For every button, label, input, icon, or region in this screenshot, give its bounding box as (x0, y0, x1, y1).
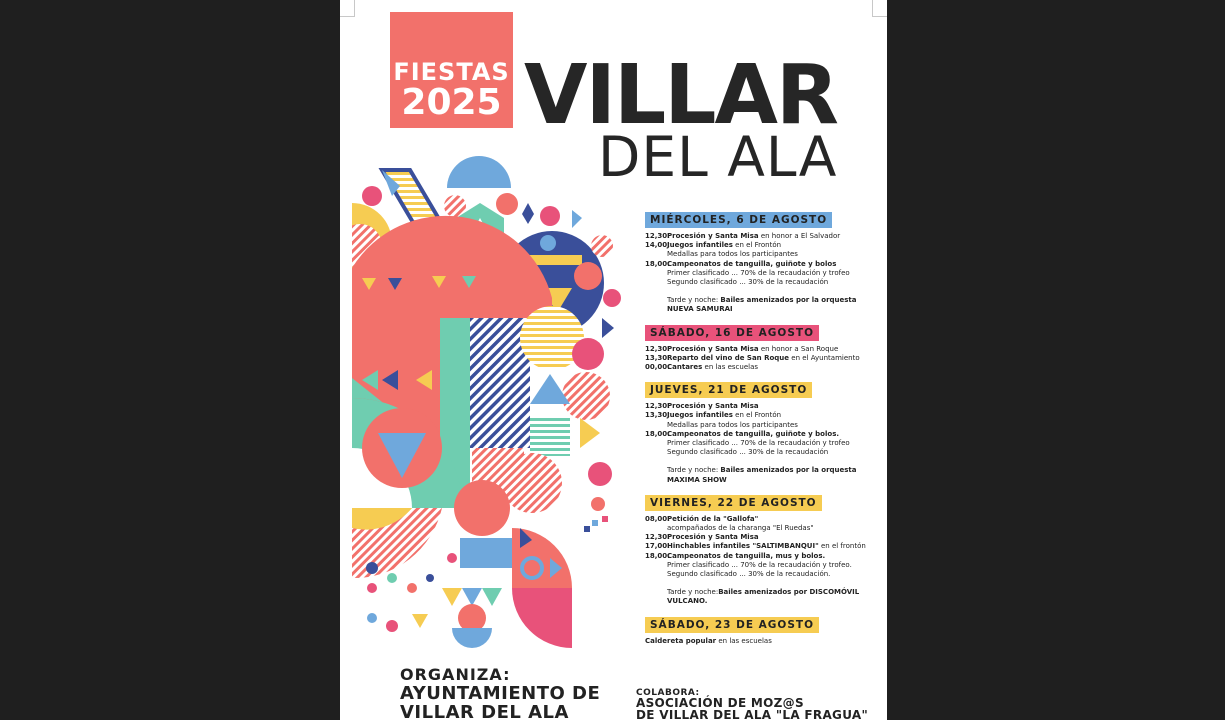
event-title: Juegos infantiles (667, 411, 733, 420)
organizer-block (400, 666, 600, 720)
event-place: en las escuelas (716, 636, 772, 645)
event-detail: Medallas para todos los participantes (667, 420, 798, 429)
event-place: en honor a El Salvador (758, 232, 841, 240)
event-title: Cantares (667, 363, 703, 372)
event-title: Hinchables infantiles "SALTIMBANQUI" (667, 542, 819, 551)
event-title: Petición de la "Gallofa" (667, 514, 759, 523)
event-title: Campeonatos de tanguilla, guiñote y bolos (667, 259, 837, 268)
event-time: 13,30: (645, 353, 670, 362)
event-row (645, 260, 880, 269)
event-row (645, 411, 880, 420)
organizer-name-line1: AYUNTAMIENTO DE (400, 683, 601, 704)
note-label: Tarde y noche: (667, 296, 721, 305)
note-title: Bailes amenizados por la orquesta (720, 466, 857, 475)
title-del-ala: DEL ALA (598, 125, 838, 189)
title-villar: VILLAR (524, 48, 838, 143)
day-block (645, 212, 880, 315)
band-name-text: NUEVA SAMURAI (667, 305, 733, 314)
event-place: en el Frontón (732, 241, 782, 250)
event-detail: Segundo clasificado ... 30% de la recaudación (667, 278, 829, 287)
day-header: JUEVES, 21 DE AGOSTO (645, 382, 812, 398)
event-detail: Medallas para todos los participantes (667, 250, 798, 259)
organizer-label: ORGANIZA: (400, 665, 511, 684)
event-time: 12,30: (645, 533, 670, 542)
event-time: 00,00: (645, 363, 670, 372)
day-header: SÁBADO, 16 DE AGOSTO (645, 325, 819, 341)
day-block (645, 382, 880, 485)
event-time: 12,30: (645, 232, 670, 240)
event-title: Caldereta popular (645, 636, 717, 645)
page-corner-right (872, 0, 887, 17)
note-label: Tarde y noche: (667, 588, 719, 597)
event-title: Campeonatos de tanguilla, guiñote y bolos. (667, 429, 840, 438)
day-header: MIÉRCOLES, 6 DE AGOSTO (645, 212, 832, 228)
event-title: Procesión y Santa Misa (667, 402, 759, 411)
event-title: Procesión y Santa Misa (667, 232, 759, 240)
event-title: Juegos infantiles (667, 241, 733, 250)
collaborator-block (636, 688, 868, 720)
event-detail: Segundo clasificado ... 30% de la recaudación. (667, 570, 831, 579)
event-title: Procesión y Santa Misa (667, 533, 759, 542)
event-row (645, 430, 880, 439)
event-time: 18,00: (645, 551, 670, 560)
event-detail: Primer clasificado ... 70% de la recaudación y trofeo (667, 439, 850, 448)
note-label: Tarde y noche: (667, 466, 721, 475)
event-time: 18,00: (645, 259, 670, 268)
day-block (645, 617, 880, 646)
event-place: en el frontón (818, 542, 866, 551)
event-row (645, 363, 880, 372)
collaborator-label: COLABORA: (636, 688, 700, 698)
event-detail: Segundo clasificado ... 30% de la recaudación (667, 448, 829, 457)
geometric-artwork (352, 148, 624, 653)
event-time: 13,30: (645, 411, 670, 420)
day-block (645, 325, 880, 373)
event-title: Campeonatos de tanguilla, mus y bolos. (667, 551, 826, 560)
band-name (645, 597, 880, 606)
band-name-text: MAXIMA SHOW (667, 475, 727, 484)
note-title: Bailes amenizados por la orquesta (720, 296, 857, 305)
event-row (645, 552, 880, 561)
event-time: 17,00: (645, 542, 670, 551)
event-detail: Primer clasificado ... 70% de la recaudación y trofeo (667, 268, 850, 277)
band-name (645, 476, 880, 485)
organizer-name-line2: VILLAR DEL ALA (400, 702, 569, 720)
evening-note (645, 296, 880, 305)
event-place: en el Frontón (732, 411, 782, 420)
event-row (645, 515, 880, 524)
event-row (645, 241, 880, 250)
event-detail: acompañados de la charanga "El Ruedas" (667, 524, 814, 533)
event-detail: Primer clasificado ... 70% de la recaudación y trofeo. (667, 560, 852, 569)
page-corner-left (340, 0, 355, 17)
event-place: en honor a San Roque (758, 344, 839, 353)
collaborator-name-line2: DE VILLAR DEL ALA "LA FRAGUA" (636, 707, 869, 720)
event-title: Reparto del vino de San Roque (667, 353, 790, 362)
band-name-text: VULCANO. (667, 597, 708, 606)
day-header: VIERNES, 22 DE AGOSTO (645, 495, 822, 511)
event-time: 18,00: (645, 429, 670, 438)
event-row (645, 232, 880, 241)
band-name (645, 305, 880, 314)
event-title: Procesión y Santa Misa (667, 344, 759, 353)
evening-note (645, 466, 880, 475)
event-time: 08,00: (645, 514, 670, 523)
fiestas-badge (390, 12, 513, 128)
badge-year: 2025 (401, 82, 502, 123)
poster-page (340, 0, 887, 720)
schedule (645, 212, 880, 656)
event-place: en las escuelas (702, 363, 759, 372)
event-time: 12,30: (645, 344, 670, 353)
event-row (645, 542, 880, 551)
event-time: 12,30: (645, 402, 670, 411)
event-row (645, 354, 880, 363)
collaborator-name-line1: ASOCIACIÓN DE MOZ@S (636, 696, 804, 710)
day-header: SÁBADO, 23 DE AGOSTO (645, 617, 819, 633)
day-block (645, 495, 880, 607)
event-row (645, 533, 880, 542)
event-place: en el Ayuntamiento (789, 353, 860, 362)
event-row (645, 345, 880, 354)
event-row (645, 637, 880, 646)
event-row (645, 402, 880, 411)
badge-label: FIESTAS (393, 58, 510, 86)
evening-note (645, 588, 880, 597)
event-time: 14,00: (645, 241, 670, 250)
note-title: Bailes amenizados por DISCOMÓVIL (718, 588, 860, 597)
